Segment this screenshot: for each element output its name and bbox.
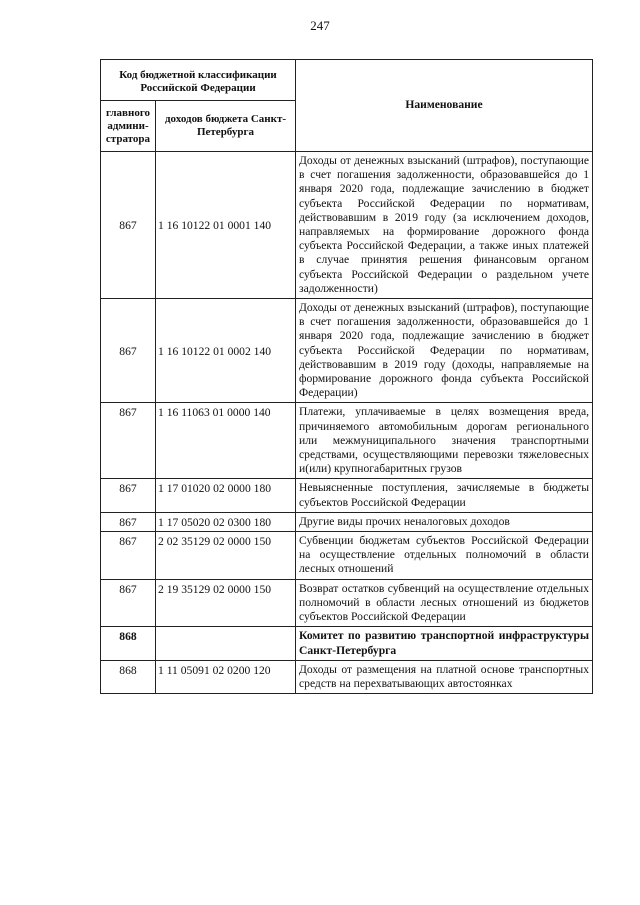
name-cell: Доходы от денежных взысканий (штрафов), поступающие в счет погашения задолженности, образовавшейся до 1 января 2020 года, подлежащие зачислению в бюджет субъекта Российской Федерации по нормативам, действовавшим в 2019 году (доходы, направляемые на формирование дорожного фонда субъекта Российской Федерации) [296,299,593,403]
name-cell: Доходы от размещения на платной основе транспортных средств на перехватывающих автостоянках [296,660,593,693]
admin-code-cell: 867 [101,152,156,299]
admin-code-cell: 867 [101,479,156,512]
header-revenue-code: доходов бюджета Санкт-Петербурга [156,101,296,152]
revenue-code-cell: 2 02 35129 02 0000 150 [156,532,296,580]
table-row [101,627,593,660]
admin-code-cell: 867 [101,299,156,403]
name-cell: Доходы от денежных взысканий (штрафов), поступающие в счет погашения задолженности, образовавшейся до 1 января 2020 года, подлежащие зачислению в бюджет субъекта Российской Федерации по нормативам, действовавшим в 2019 году (за исключением доходов, направляемых на формирование дорожного фонда субъекта Российской Федерации, а также иных платежей в случае принятия решения финансовым органом субъекта Российской Федерации о раздельном учете задолженности) [296,152,593,299]
admin-code-cell: 868 [101,660,156,693]
revenue-code-cell: 2 19 35129 02 0000 150 [156,579,296,627]
revenue-code-cell: 1 16 11063 01 0000 140 [156,403,296,479]
name-cell: Другие виды прочих неналоговых доходов [296,512,593,531]
page-number: 247 [310,18,330,33]
name-cell: Возврат остатков субвенций на осуществление отдельных полномочий в области лесных отношений из бюджетов субъектов Российской Федерации [296,579,593,627]
name-cell: Субвенции бюджетам субъектов Российской Федерации на осуществление отдельных полномочий в области лесных отношений [296,532,593,580]
name-cell: Комитет по развитию транспортной инфраструктуры Санкт-Петербурга [296,627,593,660]
admin-code-cell: 867 [101,403,156,479]
admin-code-cell: 867 [101,512,156,531]
admin-code-cell: 867 [101,579,156,627]
table-row [101,152,593,299]
table-row [101,512,593,531]
admin-code-cell: 867 [101,532,156,580]
revenue-code-cell [156,627,296,660]
header-name: Наименование [296,60,593,152]
table-row [101,299,593,403]
admin-code-cell: 868 [101,627,156,660]
revenue-code-cell: 1 11 05091 02 0200 120 [156,660,296,693]
revenue-code-cell: 1 17 05020 02 0300 180 [156,512,296,531]
revenue-code-cell: 1 16 10122 01 0001 140 [156,152,296,299]
name-cell: Платежи, уплачиваемые в целях возмещения вреда, причиняемого автомобильным дорогам регионального или межмуниципального значения транспортными средствами, осуществляющими перевозки тяжеловесных и(или) крупногабаритных грузов [296,403,593,479]
table-row [101,532,593,580]
revenue-code-cell: 1 16 10122 01 0002 140 [156,299,296,403]
header-classification-code: Код бюджетной классификации Российской Федерации [101,60,296,101]
revenue-code-cell: 1 17 01020 02 0000 180 [156,479,296,512]
table-row [101,579,593,627]
header-admin: главного админи-стратора [101,101,156,152]
table-row [101,403,593,479]
table-row [101,660,593,693]
name-cell: Невыясненные поступления, зачисляемые в бюджеты субъектов Российской Федерации [296,479,593,512]
budget-classification-table [100,59,593,694]
table-row [101,479,593,512]
